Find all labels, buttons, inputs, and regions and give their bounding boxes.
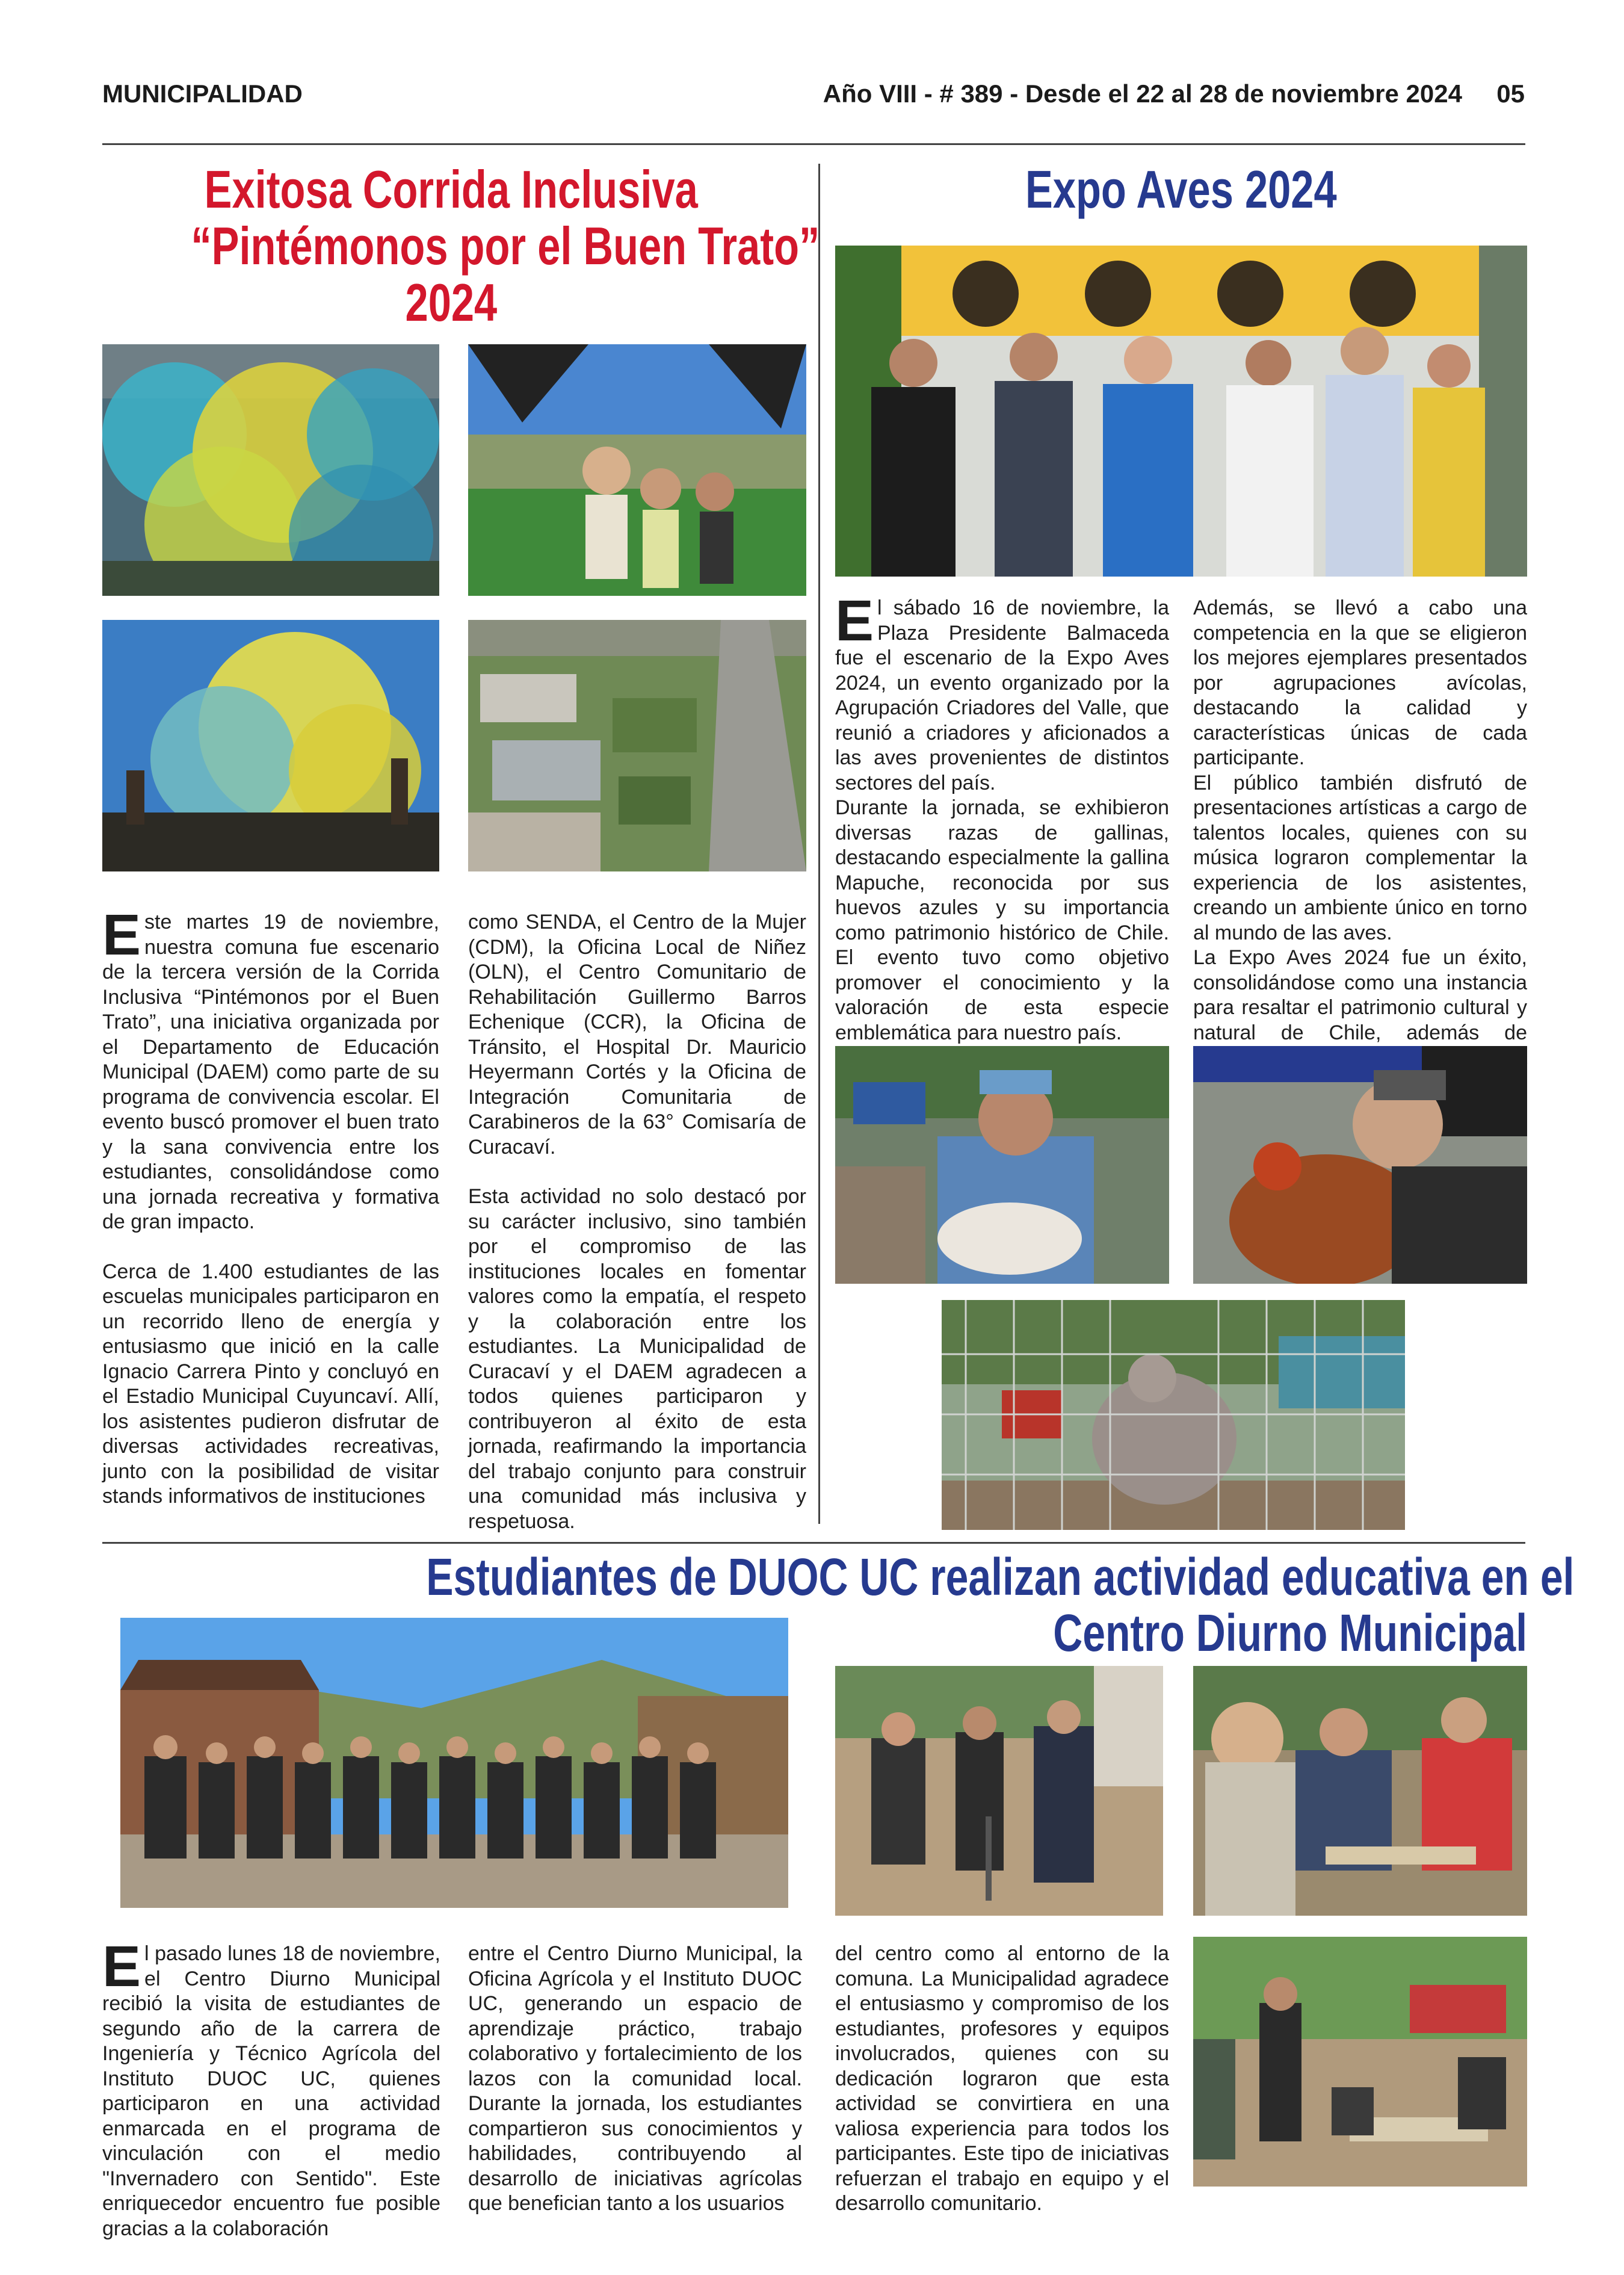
photo-color-powder-crowd bbox=[102, 344, 439, 596]
photo-silkie-hen-cage bbox=[942, 1300, 1405, 1530]
photo-duoc-group bbox=[120, 1618, 788, 1908]
article1-paragraph1: ste martes 19 de noviembre, nuestra comuna fue escenario de la tercera versión de la Corrida Inclusiva “Pintémonos por el Buen Trato”, una iniciativa organizada por el Departamento de Educación Municipal (DAEM) como parte de su programa de convivencia escolar. El evento buscó promover el buen trato y la sana convivencia entre los estudiantes, consolidándose como una jornada recreativa y formativa de gran impacto. bbox=[102, 911, 439, 1233]
article1-title bbox=[102, 159, 820, 333]
photo-man-with-rooster bbox=[1193, 1046, 1527, 1284]
article1-title-line1: Exitosa Corrida Inclusiva bbox=[204, 159, 699, 219]
article2-column1 bbox=[835, 589, 1169, 1045]
article1-title-line2: “Pintémonos por el Buen Trato” bbox=[191, 216, 820, 276]
section-rule bbox=[102, 1542, 1525, 1544]
dropcap: E bbox=[102, 903, 141, 967]
article2-column2 bbox=[1193, 596, 1527, 1095]
photo-aerial-street bbox=[468, 620, 806, 871]
article2-paragraph5: La Expo Aves 2024 fue un éxito, consolidándose como una instancia para resaltar el patrimonio cultural y natural de Chile, además de bbox=[1193, 946, 1527, 1044]
column-divider bbox=[818, 164, 820, 1524]
article3-paragraph1: l pasado lunes 18 de noviembre, el Centro Diurno Municipal recibió la visita de estudiantes de segundo año de la carrera de Ingeniería y Técnico Agrícola del Instituto DUOC UC, quienes participaron en una actividad enmarcada en el programa de vinculación con el medio "Invernadero con Sentido". Este enriquecedor encuentro fue posible gracias a la colaboración bbox=[102, 1942, 440, 2240]
article2-title: Expo Aves 2024 bbox=[1025, 159, 1337, 219]
article2-paragraph4: El público también disfrutó de presentaciones artísticas a cargo de talentos locales, quienes con su música lograron complementar la experiencia de los asistentes, creando un ambiente único en torno al mundo de las aves. bbox=[1193, 771, 1527, 944]
photo-woman-with-rooster bbox=[835, 1046, 1169, 1284]
photo-yellow-powder bbox=[102, 620, 439, 871]
article3-column3 bbox=[835, 1942, 1169, 2217]
article2-paragraph3: Además, se llevó a cabo una competencia en la que se eligieron los mejores ejemplares presentados por agrupaciones avícolas, destacando la calidad y características únicas de cada participante. bbox=[1193, 596, 1527, 769]
photo-students-selfie bbox=[468, 344, 806, 596]
dropcap: E bbox=[102, 1934, 141, 1999]
article1-paragraph2: Cerca de 1.400 estudiantes de las escuelas municipales participaron en un recorrido lleno de energía y entusiasmo que inició en la calle Ignacio Carrera Pinto y concluyó en el Estadio Municipal Cuyuncaví. Allí, los asistentes pudieron disfrutar de diversas actividades recreativas, junto con la posibilidad de visitar stands informativos de instituciones bbox=[102, 1260, 439, 1508]
header-rule bbox=[102, 143, 1525, 145]
article1-paragraph4: Esta actividad no solo destacó por su carácter inclusivo, sino también por el compromiso de las instituciones locales en fomentar valores como la empatía, el respeto y la colaboración entre los estudiantes. La Municipalidad de Curacaví y el DAEM agradecen a todos quienes participaron y contribuyeron al éxito de esta jornada, reafirmando la importancia del trabajo conjunto para construir una comunidad más inclusiva y respetuosa. bbox=[468, 1185, 806, 1533]
article1-paragraph3: como SENDA, el Centro de la Mujer (CDM), la Oficina Local de Niñez (OLN), el Centro Comunitario de Rehabilitación Guillermo Barros Echenique (CCR), la Oficina de Tránsito, el Hospital Dr. Mauricio Heyermann Cortés y la Oficina de Integración Comunitaria de Carabineros de la 63° Comisaría de Curacaví. bbox=[468, 911, 806, 1159]
photo-garden-work bbox=[1193, 1937, 1527, 2187]
issue-text: Año VIII - # 389 - Desde el 22 al 28 de noviembre 2024 bbox=[823, 79, 1462, 108]
article3-paragraph3: del centro como al entorno de la comuna. La Municipalidad agradece el entusiasmo y compromiso de los estudiantes, profesores y equipos involucrados, quienes con su dedicación lograron que esta actividad se convirtiera en una valiosa experiencia para todos los participantes. Este tipo de iniciativas refuerzan el trabajo en equipo y el desarrollo comunitario. bbox=[835, 1942, 1169, 2215]
article1-column2 bbox=[468, 910, 806, 1534]
dropcap: E bbox=[835, 589, 874, 653]
article3-column2 bbox=[468, 1942, 802, 2217]
article3-paragraph2: entre el Centro Diurno Municipal, la Oficina Agrícola y el Instituto DUOC UC, generando un espacio de aprendizaje práctico, trabajo colaborativo y fortalecimiento de los lazos con la comunidad local. Durante la jornada, los estudiantes compartieron sus conocimientos y habilidades, contribuyendo al desarrollo de iniciativas agrícolas que benefician tanto a los usuarios bbox=[468, 1942, 802, 2215]
photo-expo-aves-group bbox=[835, 246, 1527, 577]
article1-title-line3: 2024 bbox=[405, 273, 498, 333]
article3-title-line1: Estudiantes de DUOC UC realizan actividad educativa en el bbox=[426, 1548, 1575, 1606]
article1-column1 bbox=[102, 903, 439, 1509]
photo-students-building-frame bbox=[1193, 1666, 1527, 1916]
photo-students-digging bbox=[835, 1666, 1163, 1916]
article3-column1 bbox=[102, 1934, 440, 2241]
article2-paragraph2: Durante la jornada, se exhibieron diversas razas de gallinas, destacando especialmente la gallina Mapuche, reconocida por sus huevos azules y su importancia como patrimonio histórico de Chile. El evento tuvo como objetivo promover el conocimiento y la valoración de esta especie emblemática para nuestro país. bbox=[835, 796, 1169, 1044]
article2-paragraph1: l sábado 16 de noviembre, la Plaza Presidente Balmaceda fue el escenario de la Expo Aves 2024, un evento organizado por la Agrupación Criadores del Valle, que reunió a criadores y aficionados a las aves provenientes de distintos sectores del país. bbox=[835, 596, 1169, 794]
issue-info bbox=[823, 79, 1525, 108]
article3-title-line2: Centro Diurno Municipal bbox=[1053, 1604, 1527, 1663]
section-name: MUNICIPALIDAD bbox=[102, 79, 303, 108]
page-number: 05 bbox=[1496, 79, 1525, 108]
